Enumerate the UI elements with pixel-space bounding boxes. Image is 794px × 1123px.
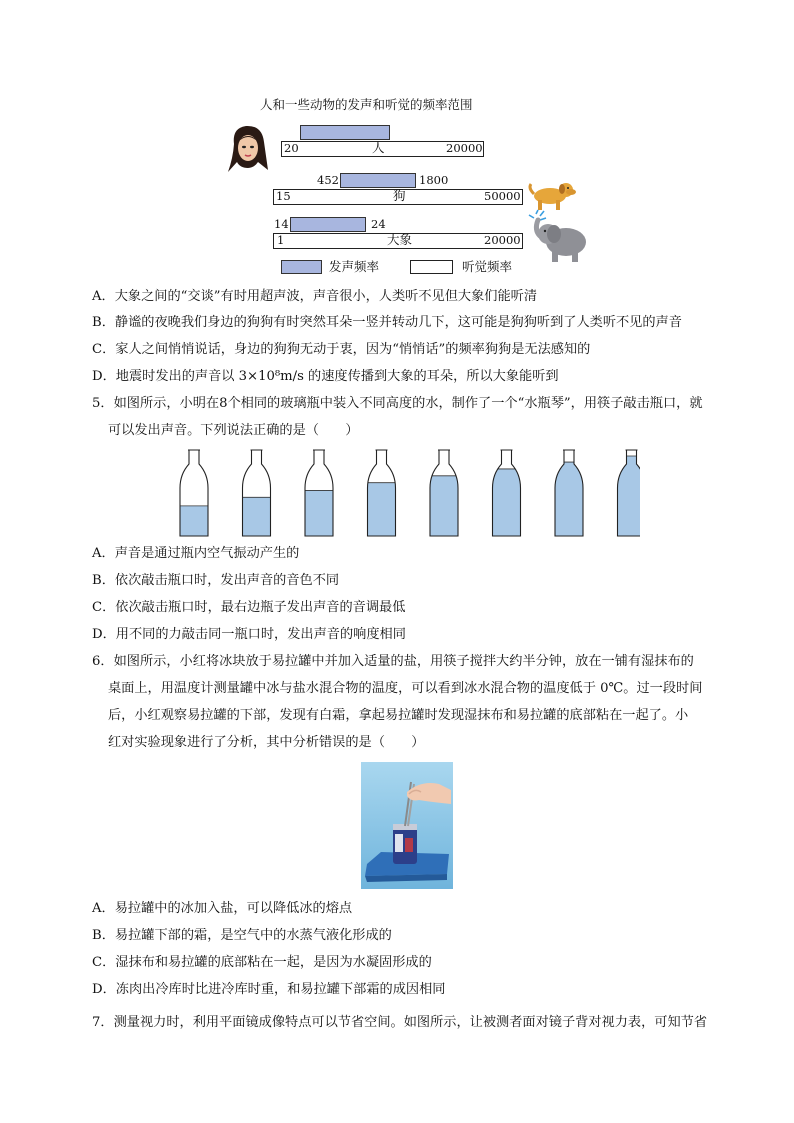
figure-title: 人和一些动物的发声和听觉的频率范围	[260, 97, 473, 112]
q4-option-b: B．静谧的夜晚我们身边的狗狗有时突然耳朵一竖并转动几下，这可能是狗狗听到了人类听不见的声音	[92, 315, 682, 330]
legend-speak-swatch	[281, 260, 322, 274]
elephant-hear-low: 1	[277, 233, 285, 247]
water-bottle	[491, 450, 523, 536]
q6-stem-line1: 6．如图所示，小红将冰块放于易拉罐中并加入适量的盐，用筷子搅拌大约半分钟，放在一铺有湿抹布的	[92, 654, 694, 669]
legend-hear-label: 听觉频率	[462, 259, 513, 274]
water-bottle	[178, 450, 210, 536]
dog-speak-bar	[340, 173, 416, 188]
q5-option-b: B．依次敲击瓶口时，发出声音的音色不同	[92, 573, 340, 588]
water-bottle	[553, 450, 585, 536]
human-speak-bar	[300, 125, 390, 140]
q5-option-c: C．依次敲击瓶口时，最右边瓶子发出声音的音调最低	[92, 600, 406, 615]
dog-label: 狗	[393, 188, 406, 203]
q4-option-a: A．大象之间的“交谈”有时用超声波，声音很小，人类听不见但大象们能听清	[92, 289, 538, 304]
legend-hear-swatch	[410, 260, 453, 274]
elephant-icon	[526, 208, 590, 264]
human-label: 人	[372, 140, 385, 155]
q6-option-a: A．易拉罐中的冰加入盐，可以降低冰的熔点	[92, 901, 353, 916]
can-experiment-photo	[361, 762, 453, 889]
q7-stem-line1: 7．测量视力时，利用平面镜成像特点可以节省空间。如图所示，让被测者面对镜子背对视力表，可知节省	[92, 1015, 708, 1030]
q6-stem-line2: 桌面上，用温度计测量罐中冰与盐水混合物的温度，可以看到冰水混合物的温度低于 0℃。过一段时间	[108, 681, 703, 696]
elephant-speak-low: 14	[274, 217, 289, 231]
water-bottles-figure	[170, 446, 640, 542]
q6-option-c: C．湿抹布和易拉罐的底部粘在一起，是因为水凝固形成的	[92, 955, 432, 970]
human-hear-high: 20000	[446, 141, 483, 155]
dog-speak-low: 452	[317, 173, 339, 187]
q5-option-d: D．用不同的力敲击同一瓶口时，发出声音的响度相同	[92, 627, 406, 642]
dog-speak-high: 1800	[419, 173, 449, 187]
q5-stem-line2: 可以发出声音。下列说法正确的是（ ）	[108, 423, 359, 438]
elephant-label: 大象	[387, 232, 413, 247]
water-bottle	[616, 450, 641, 536]
q5-option-a: A．声音是通过瓶内空气振动产生的	[92, 546, 300, 561]
elephant-speak-bar	[290, 217, 366, 232]
water-bottle	[428, 450, 460, 536]
q6-stem-line4: 红对实验现象进行了分析，其中分析错误的是（ ）	[108, 735, 425, 750]
dog-hear-high: 50000	[484, 189, 521, 203]
q6-option-d: D．冻肉出冷库时比进冷库时重，和易拉罐下部霜的成因相同	[92, 982, 446, 997]
human-hear-low: 20	[284, 141, 299, 155]
q4-option-c: C．家人之间悄悄说话，身边的狗狗无动于衷，因为“悄悄话”的频率狗狗是无法感知的	[92, 342, 591, 357]
q4-option-d: D．地震时发出的声音以 3×10⁸m/s 的速度传播到大象的耳朵，所以大象能听到	[92, 369, 559, 384]
q6-option-b: B．易拉罐下部的霜，是空气中的水蒸气液化形成的	[92, 928, 392, 943]
water-bottle	[366, 450, 398, 536]
q5-stem-line1: 5．如图所示，小明在8个相同的玻璃瓶中装入不同高度的水，制作了一个“水瓶琴”，用筷子敲击瓶口，就	[92, 396, 703, 411]
legend-speak-label: 发声频率	[329, 259, 380, 274]
water-bottle	[303, 450, 335, 536]
elephant-hear-high: 20000	[484, 233, 521, 247]
dog-hear-low: 15	[276, 189, 291, 203]
water-bottle	[241, 450, 273, 536]
q6-stem-line3: 后，小红观察易拉罐的下部，发现有白霜，拿起易拉罐时发现湿抹布和易拉罐的底部粘在一起了。小	[108, 708, 689, 723]
woman-avatar	[224, 122, 272, 174]
elephant-speak-high: 24	[371, 217, 386, 231]
